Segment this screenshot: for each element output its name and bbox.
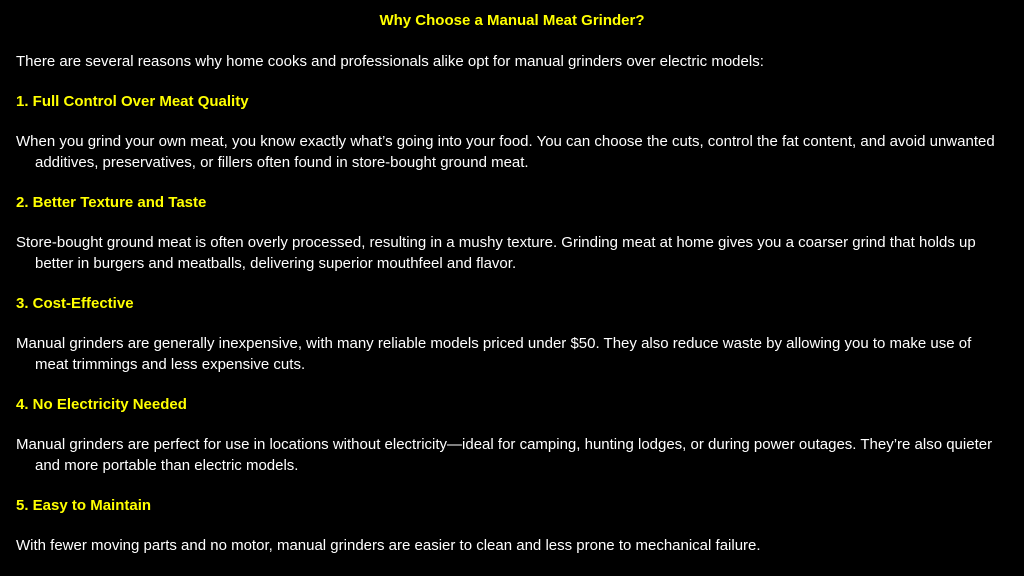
section-body-texture: Store-bought ground meat is often overly processed, resulting in a mushy texture. Grinding meat at home gives you a coarser grind that holds up better in burgers and meatballs, delivering superior mouthfeel and flavor. [16, 234, 976, 272]
section-heading-cost: 3. Cost-Effective [16, 295, 134, 312]
section-heading-maintain: 5. Easy to Maintain [16, 497, 152, 514]
section-heading-electricity: 4. No Electricity Needed [16, 396, 187, 413]
intro-paragraph: There are several reasons why home cooks and professionals alike opt for manual grinders over electric models: [16, 53, 764, 70]
page-title: Why Choose a Manual Meat Grinder? [379, 12, 645, 29]
section-body-cost: Manual grinders are generally inexpensive, with many reliable models priced under $50. They also reduce waste by allowing you to make use of meat trimmings and less expensive cuts. [16, 335, 972, 373]
section-body-electricity: Manual grinders are perfect for use in locations without electricity—ideal for camping, hunting lodges, or during power outages. They’re also quieter and more portable than electric models. [16, 436, 993, 474]
section-body-maintain: With fewer moving parts and no motor, manual grinders are easier to clean and less prone to mechanical failure. [16, 537, 761, 554]
section-body-control: When you grind your own meat, you know exactly what’s going into your food. You can choose the cuts, control the fat content, and avoid unwanted additives, preservatives, or fillers often found in store-bought ground meat. [16, 133, 995, 171]
section-heading-texture: 2. Better Texture and Taste [16, 194, 207, 211]
section-heading-control: 1. Full Control Over Meat Quality [16, 93, 249, 110]
